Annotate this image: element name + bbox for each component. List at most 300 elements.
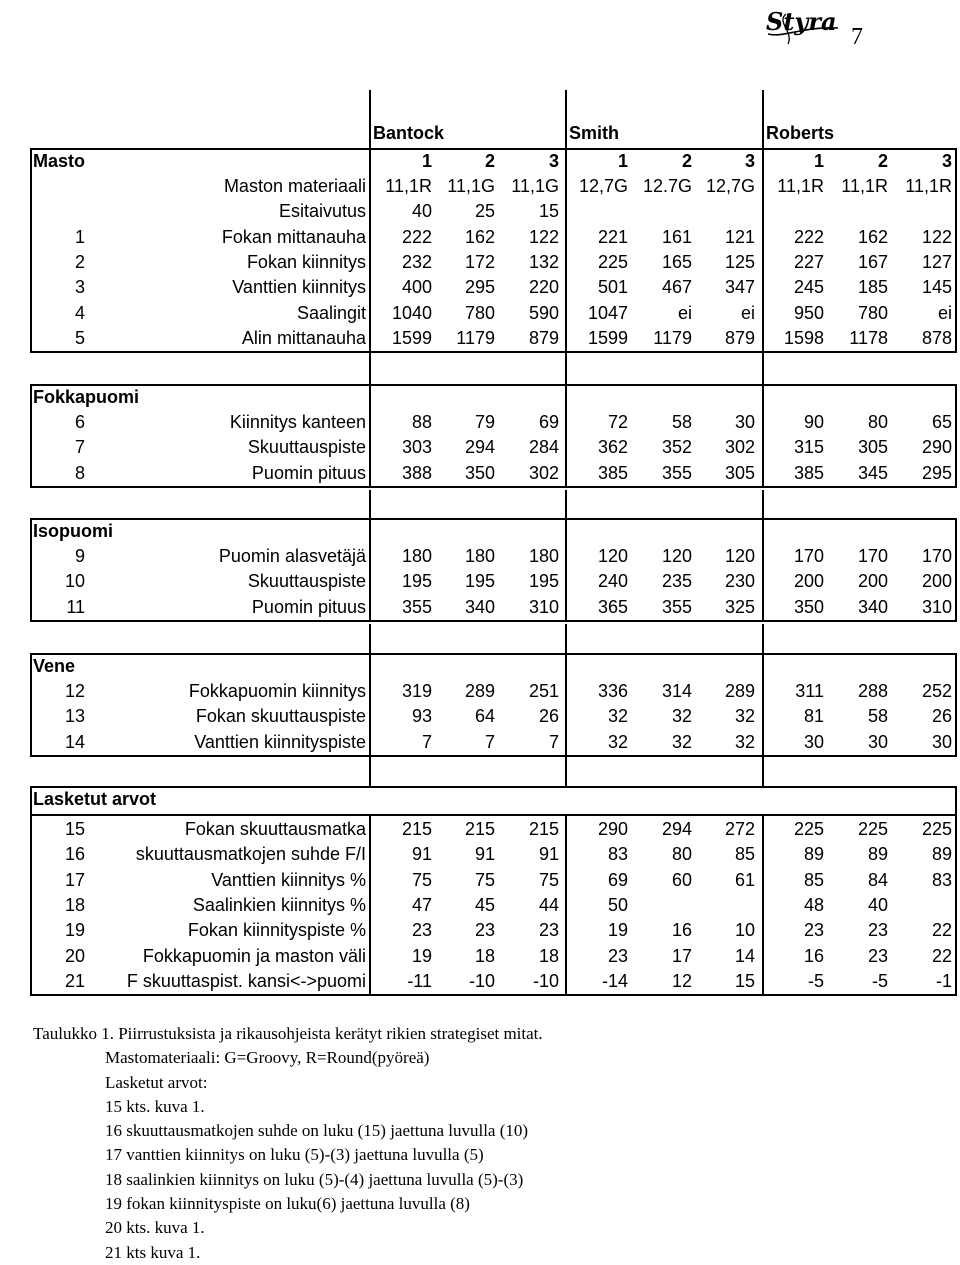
- table-cell: 89: [867, 844, 888, 865]
- row-number: 11: [66, 596, 85, 617]
- row-label: Vanttien kiinnitys %: [211, 869, 366, 890]
- table-cell: ei: [937, 302, 952, 323]
- table-cell: 65: [931, 412, 952, 432]
- table-cell: 467: [661, 277, 692, 298]
- column-divider: [30, 518, 32, 622]
- table-cell: 350: [464, 462, 495, 483]
- table-rule: [30, 653, 957, 655]
- table-cell: 222: [793, 226, 824, 247]
- table-cell: 305: [724, 462, 755, 483]
- row-label: Fokan kiinnitys: [246, 251, 366, 272]
- table-cell: 215: [401, 819, 432, 839]
- row-number: 14: [64, 731, 85, 752]
- table-cell: 40: [411, 201, 432, 222]
- table-cell: 340: [464, 596, 495, 617]
- section-title: Lasketut arvot: [33, 789, 157, 809]
- table-cell: 120: [597, 546, 628, 566]
- table-cell: 385: [597, 462, 628, 483]
- table-cell: 15: [538, 201, 559, 222]
- table-cell: 289: [464, 681, 495, 701]
- row-number: 9: [74, 546, 85, 566]
- column-divider: [30, 384, 32, 488]
- table-cell: 26: [538, 706, 559, 727]
- table-cell: 1047: [587, 302, 628, 323]
- table-cell: ei: [740, 302, 755, 323]
- column-divider: [762, 757, 764, 786]
- table-cell: 400: [401, 277, 432, 298]
- table-cell: 12.7G: [642, 176, 692, 196]
- table-cell: 355: [401, 596, 432, 617]
- table-cell: 251: [528, 681, 559, 701]
- table-cell: 284: [528, 437, 559, 458]
- table-cell: 195: [528, 571, 559, 592]
- table-cell: 122: [528, 226, 559, 247]
- table-cell: 91: [538, 844, 559, 865]
- maker-header: Roberts: [766, 123, 835, 143]
- row-label: F skuuttaspist. kansi<->puomi: [126, 970, 366, 991]
- column-number: 3: [548, 151, 559, 171]
- table-cell: 88: [411, 412, 432, 432]
- column-divider: [955, 786, 957, 996]
- row-label: Vanttien kiinnitys: [232, 277, 366, 298]
- table-cell: 7: [484, 731, 495, 752]
- table-cell: 84: [867, 869, 888, 890]
- table-cell: 215: [464, 819, 495, 839]
- table-cell: 302: [528, 462, 559, 483]
- table-cell: 50: [607, 894, 628, 915]
- table-cell: 72: [607, 412, 628, 432]
- table-cell: 200: [793, 571, 824, 592]
- row-label: Alin mittanauha: [241, 327, 366, 348]
- table-cell: 80: [867, 412, 888, 432]
- column-divider: [762, 814, 764, 996]
- column-divider: [955, 518, 957, 622]
- table-cell: 26: [931, 706, 952, 727]
- table-rule: [30, 786, 957, 788]
- row-number: 3: [74, 277, 85, 298]
- table-cell: 290: [921, 437, 952, 458]
- table-cell: 315: [793, 437, 824, 458]
- table-cell: 69: [607, 869, 628, 890]
- row-label: Puomin pituus: [251, 462, 366, 483]
- column-divider: [762, 352, 764, 384]
- caption-line: Mastomateriaali: G=Groovy, R=Round(pyöreä): [105, 1048, 430, 1068]
- caption-line: 19 fokan kiinnityspiste on luku(6) jaettuna luvulla (8): [105, 1194, 470, 1214]
- row-label: Kiinnitys kanteen: [229, 412, 366, 432]
- column-divider: [30, 148, 32, 353]
- column-number: 2: [681, 151, 692, 171]
- table-cell: 32: [734, 731, 755, 752]
- table-cell: 1179: [456, 327, 495, 348]
- caption-line: 15 kts. kuva 1.: [105, 1096, 205, 1116]
- table-cell: 162: [464, 226, 495, 247]
- row-label: Fokkapuomin ja maston väli: [142, 945, 366, 966]
- table-cell: 19: [411, 945, 432, 966]
- table-cell: 19: [607, 920, 628, 941]
- table-cell: 1598: [783, 327, 824, 348]
- table-cell: 200: [857, 571, 888, 592]
- column-divider: [369, 352, 371, 384]
- caption-title: Taulukko 1. Piirrustuksista ja rikausohjeista kerätyt rikien strategiset mitat.: [33, 1024, 543, 1043]
- table-cell: 225: [857, 819, 888, 839]
- table-cell: 295: [921, 462, 952, 483]
- table-cell: 85: [803, 869, 824, 890]
- table-cell: 48: [803, 894, 824, 915]
- column-divider: [762, 148, 764, 353]
- table-cell: 252: [921, 681, 952, 701]
- table-cell: 352: [661, 437, 692, 458]
- table-rule: [30, 384, 957, 386]
- table-cell: 245: [793, 277, 824, 298]
- table-cell: 180: [464, 546, 495, 566]
- table-cell: 7: [421, 731, 432, 752]
- table-cell: 30: [803, 731, 824, 752]
- row-label: Puomin pituus: [251, 596, 366, 617]
- column-divider: [369, 757, 371, 786]
- table-cell: 305: [857, 437, 888, 458]
- table-cell: 230: [724, 571, 755, 592]
- row-number: 18: [64, 894, 85, 915]
- table-cell: 145: [921, 277, 952, 298]
- table-cell: 221: [597, 226, 628, 247]
- table-cell: 122: [921, 226, 952, 247]
- table-cell: 222: [401, 226, 432, 247]
- table-cell: 590: [528, 302, 559, 323]
- row-label: Esitaivutus: [278, 201, 366, 222]
- row-label: Maston materiaali: [223, 176, 366, 196]
- table-cell: 75: [538, 869, 559, 890]
- table-cell: 355: [661, 596, 692, 617]
- table-cell: 15: [734, 970, 755, 991]
- column-divider: [565, 384, 567, 488]
- table-cell: 120: [661, 546, 692, 566]
- column-number: 3: [941, 151, 952, 171]
- table-cell: 32: [734, 706, 755, 727]
- table-cell: 365: [597, 596, 628, 617]
- row-number: 20: [64, 945, 85, 966]
- table-cell: 12,7G: [705, 176, 755, 196]
- table-cell: 10: [734, 920, 755, 941]
- table-cell: 388: [401, 462, 432, 483]
- section-title: Isopuomi: [33, 521, 113, 541]
- table-cell: 58: [867, 706, 888, 727]
- table-cell: 294: [464, 437, 495, 458]
- caption-line: 18 saalinkien kiinnitys on luku (5)-(4) jaettuna luvulla (5)-(3): [105, 1169, 524, 1189]
- table-cell: 879: [724, 327, 755, 348]
- table-cell: 16: [803, 945, 824, 966]
- table-cell: 23: [607, 945, 628, 966]
- table-cell: 47: [411, 894, 432, 915]
- row-number: 17: [64, 869, 85, 890]
- table-cell: 32: [671, 706, 692, 727]
- table-cell: 362: [597, 437, 628, 458]
- table-cell: 91: [474, 844, 495, 865]
- column-number: 1: [421, 151, 432, 171]
- column-divider: [565, 90, 567, 150]
- row-label: Saalinkien kiinnitys %: [192, 894, 366, 915]
- table-cell: 132: [528, 251, 559, 272]
- table-cell: 93: [411, 706, 432, 727]
- table-cell: -5: [871, 970, 888, 991]
- table-cell: 11,1G: [511, 176, 559, 196]
- column-divider: [565, 490, 567, 518]
- table-cell: 1599: [587, 327, 628, 348]
- column-number: 2: [877, 151, 888, 171]
- table-cell: 780: [857, 302, 888, 323]
- table-cell: 161: [661, 226, 692, 247]
- table-cell: 295: [464, 277, 495, 298]
- table-cell: 32: [607, 706, 628, 727]
- table-cell: 125: [724, 251, 755, 272]
- table-cell: 18: [474, 945, 495, 966]
- row-label: Fokan kiinnityspiste %: [187, 920, 366, 941]
- table-cell: 25: [474, 201, 495, 222]
- row-number: 15: [64, 819, 85, 839]
- table-cell: 22: [931, 945, 952, 966]
- column-divider: [565, 148, 567, 353]
- row-number: 12: [64, 681, 85, 701]
- column-divider: [369, 624, 371, 653]
- column-divider: [30, 786, 32, 996]
- table-cell: 347: [724, 277, 755, 298]
- table-rule: [30, 518, 957, 520]
- styra-logo-text: Styra: [766, 7, 837, 36]
- table-cell: 162: [857, 226, 888, 247]
- column-divider: [762, 624, 764, 653]
- table-rule: [30, 148, 957, 150]
- row-label: Fokkapuomin kiinnitys: [188, 681, 366, 701]
- table-cell: 195: [401, 571, 432, 592]
- row-label: Puomin alasvetäjä: [218, 546, 366, 566]
- column-divider: [369, 814, 371, 996]
- table-cell: 12,7G: [578, 176, 628, 196]
- table-cell: 44: [538, 894, 559, 915]
- table-cell: 83: [607, 844, 628, 865]
- table-cell: 310: [528, 596, 559, 617]
- row-number: 7: [74, 437, 85, 458]
- table-rule: [30, 351, 957, 353]
- table-cell: 314: [661, 681, 692, 701]
- row-number: 21: [64, 970, 85, 991]
- column-divider: [762, 90, 764, 150]
- column-divider: [762, 384, 764, 488]
- table-cell: 32: [607, 731, 628, 752]
- table-cell: 89: [931, 844, 952, 865]
- table-cell: 355: [661, 462, 692, 483]
- table-cell: 310: [921, 596, 952, 617]
- table-cell: 75: [411, 869, 432, 890]
- table-cell: 879: [528, 327, 559, 348]
- table-cell: -10: [468, 970, 495, 991]
- row-number: 4: [74, 302, 85, 323]
- table-cell: 120: [724, 546, 755, 566]
- column-divider: [369, 148, 371, 353]
- table-cell: 23: [867, 920, 888, 941]
- column-divider: [565, 757, 567, 786]
- row-label: Fokan skuuttausmatka: [184, 819, 366, 839]
- table-cell: 75: [474, 869, 495, 890]
- table-cell: 11,1R: [841, 176, 888, 196]
- column-divider: [565, 352, 567, 384]
- table-cell: 23: [867, 945, 888, 966]
- table-cell: 302: [724, 437, 755, 458]
- row-number: 16: [64, 844, 85, 865]
- table-cell: 1178: [849, 327, 888, 348]
- table-cell: 232: [401, 251, 432, 272]
- column-divider: [955, 384, 957, 488]
- table-rule: [30, 620, 957, 622]
- table-cell: -14: [601, 970, 628, 991]
- table-cell: 225: [597, 251, 628, 272]
- section-title: Masto: [33, 151, 86, 171]
- maker-header: Bantock: [373, 123, 445, 143]
- column-divider: [762, 518, 764, 622]
- table-cell: 61: [734, 869, 755, 890]
- page-number: 7: [851, 24, 863, 50]
- table-cell: 11,1G: [447, 176, 495, 196]
- table-cell: 22: [931, 920, 952, 941]
- row-number: 13: [64, 706, 85, 727]
- row-label: Skuuttauspiste: [247, 571, 366, 592]
- column-divider: [369, 90, 371, 150]
- row-label: Vanttien kiinnityspiste: [194, 731, 366, 752]
- table-cell: 288: [857, 681, 888, 701]
- table-cell: 89: [803, 844, 824, 865]
- table-cell: 1179: [653, 327, 692, 348]
- column-divider: [955, 148, 957, 353]
- table-cell: 23: [803, 920, 824, 941]
- column-divider: [369, 653, 371, 757]
- table-rule: [30, 814, 957, 816]
- table-cell: 45: [474, 894, 495, 915]
- column-divider: [565, 814, 567, 996]
- column-divider: [369, 384, 371, 488]
- table-cell: 121: [724, 226, 755, 247]
- table-cell: 81: [803, 706, 824, 727]
- table-cell: 878: [921, 327, 952, 348]
- column-divider: [565, 518, 567, 622]
- table-cell: 12: [671, 970, 692, 991]
- table-cell: 272: [724, 819, 755, 839]
- column-divider: [762, 490, 764, 518]
- table-cell: 16: [671, 920, 692, 941]
- section-title: Fokkapuomi: [33, 387, 140, 407]
- table-rule: [30, 755, 957, 757]
- table-caption: [33, 1022, 543, 1265]
- table-cell: 83: [931, 869, 952, 890]
- table-cell: 180: [401, 546, 432, 566]
- table-cell: 14: [734, 945, 755, 966]
- table-cell: 58: [671, 412, 692, 432]
- row-number: 10: [64, 571, 85, 592]
- table-cell: 1040: [391, 302, 432, 323]
- table-cell: 23: [411, 920, 432, 941]
- caption-line: 20 kts. kuva 1.: [105, 1218, 205, 1238]
- column-divider: [369, 518, 371, 622]
- table-cell: 165: [661, 251, 692, 272]
- row-label: Saalingit: [296, 302, 366, 323]
- column-number: 3: [744, 151, 755, 171]
- table-cell: 227: [793, 251, 824, 272]
- table-cell: 80: [671, 844, 692, 865]
- table-cell: 60: [671, 869, 692, 890]
- caption-line: 21 kts kuva 1.: [105, 1242, 201, 1262]
- table-cell: 127: [921, 251, 952, 272]
- row-number: 1: [74, 226, 85, 247]
- table-cell: 319: [401, 681, 432, 701]
- table-cell: -10: [532, 970, 559, 991]
- table-cell: 336: [597, 681, 628, 701]
- row-label: Skuuttauspiste: [247, 437, 366, 458]
- row-label: Fokan skuuttauspiste: [195, 706, 366, 727]
- table-cell: 23: [538, 920, 559, 941]
- table-cell: 170: [921, 546, 952, 566]
- table-cell: 11,1R: [385, 176, 432, 196]
- table-cell: 90: [803, 412, 824, 432]
- row-number: 2: [74, 251, 85, 272]
- column-number: 1: [813, 151, 824, 171]
- table-cell: 325: [724, 596, 755, 617]
- table-cell: 17: [671, 945, 692, 966]
- table-cell: 167: [857, 251, 888, 272]
- column-number: 2: [484, 151, 495, 171]
- table-cell: 225: [921, 819, 952, 839]
- row-label: skuuttausmatkojen suhde F/I: [135, 844, 366, 865]
- table-cell: 240: [597, 571, 628, 592]
- table-cell: -11: [407, 970, 432, 991]
- table-cell: 340: [857, 596, 888, 617]
- maker-header: Smith: [569, 123, 620, 143]
- table-cell: 345: [857, 462, 888, 483]
- table-rule: [30, 486, 957, 488]
- table-cell: 950: [793, 302, 824, 323]
- table-rule: [30, 994, 957, 996]
- table-cell: 32: [671, 731, 692, 752]
- table-cell: 18: [538, 945, 559, 966]
- table-cell: 185: [857, 277, 888, 298]
- table-cell: 23: [474, 920, 495, 941]
- caption-line: Lasketut arvot:: [105, 1072, 208, 1092]
- table-cell: 170: [793, 546, 824, 566]
- row-number: 8: [74, 462, 85, 483]
- column-divider: [30, 653, 32, 757]
- table-cell: 289: [724, 681, 755, 701]
- table-cell: 85: [734, 844, 755, 865]
- table-cell: ei: [677, 302, 692, 323]
- table-cell: 64: [474, 706, 495, 727]
- table-cell: 30: [867, 731, 888, 752]
- table-cell: 7: [548, 731, 559, 752]
- table-cell: 30: [734, 412, 755, 432]
- table-cell: 195: [464, 571, 495, 592]
- column-divider: [762, 653, 764, 757]
- table-cell: 11,1R: [905, 176, 952, 196]
- table-cell: 311: [795, 681, 824, 701]
- table-cell: 225: [793, 819, 824, 839]
- caption-line: 17 vanttien kiinnitys on luku (5)-(3) jaettuna luvulla (5): [105, 1145, 484, 1165]
- row-number: 6: [74, 412, 85, 432]
- table-cell: 1599: [391, 327, 432, 348]
- table-cell: 780: [464, 302, 495, 323]
- row-label: Fokan mittanauha: [221, 226, 366, 247]
- table-cell: 40: [867, 894, 888, 915]
- table-cell: 501: [597, 277, 628, 298]
- row-number: 19: [64, 920, 85, 941]
- column-divider: [565, 653, 567, 757]
- table-cell: 220: [528, 277, 559, 298]
- table-cell: 290: [597, 819, 628, 839]
- table-cell: 172: [464, 251, 495, 272]
